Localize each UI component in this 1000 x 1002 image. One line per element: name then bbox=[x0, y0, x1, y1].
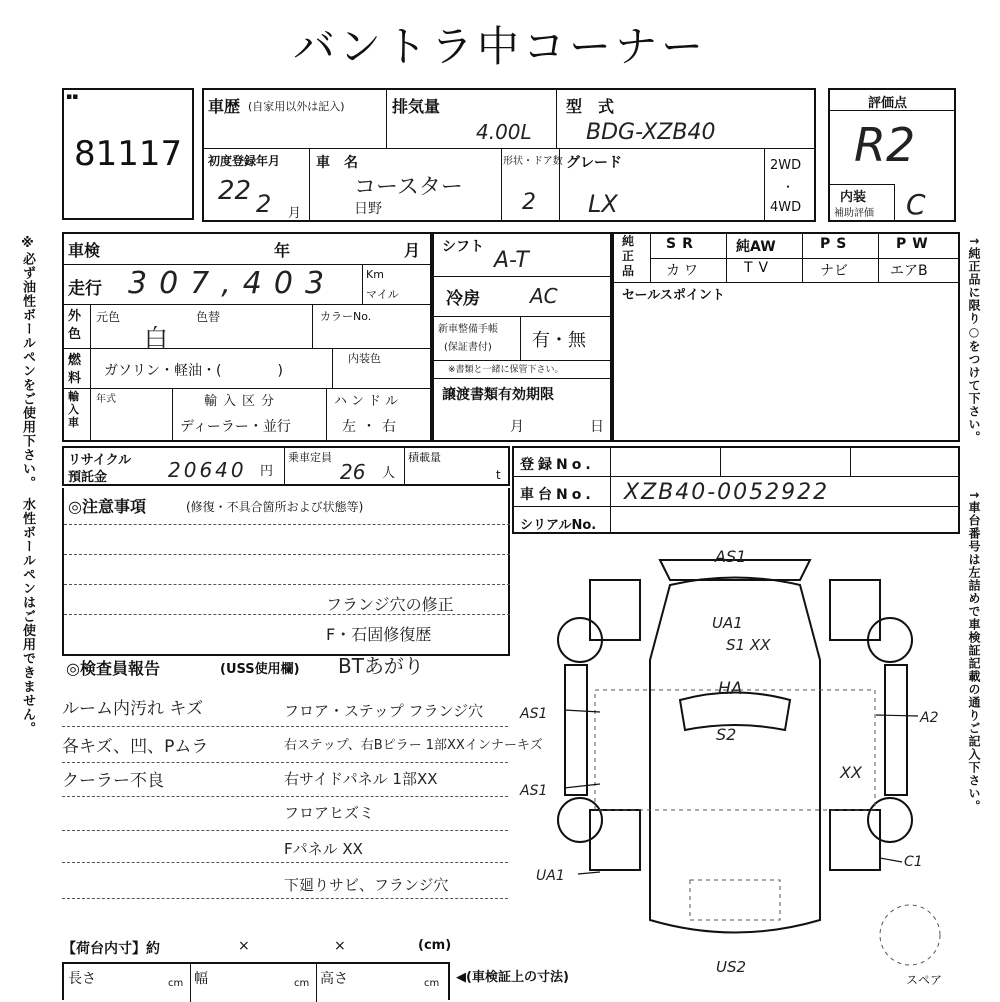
recycle-label: リサイクル bbox=[68, 453, 132, 468]
shift-label: シフト bbox=[442, 239, 484, 255]
color-no-label: カラーNo. bbox=[320, 310, 372, 323]
recycle-row bbox=[62, 446, 510, 486]
interior-color-label: 内装色 bbox=[348, 352, 381, 365]
cargo-label: 【荷台内寸】約 bbox=[62, 941, 160, 957]
score-value: R2 bbox=[854, 118, 916, 172]
first-reg-label: 初度登録年月 bbox=[208, 154, 281, 168]
displacement-value: 4.00L bbox=[476, 120, 532, 144]
history-label: 車歴 bbox=[208, 97, 241, 116]
diagram-label-a2: A2 bbox=[920, 710, 939, 726]
first-reg-month: 2 bbox=[256, 190, 272, 218]
inspector-right-1: フロア・ステップ フランジ穴 bbox=[284, 702, 484, 720]
ac-label: 冷房 bbox=[446, 289, 480, 309]
registration-table bbox=[512, 446, 960, 534]
notes-sub: (修復・不具合箇所および状態等) bbox=[186, 500, 364, 514]
import-label: 輸入車 bbox=[68, 390, 79, 429]
first-reg-value: 22 bbox=[218, 176, 252, 206]
serial-no-label: シリアルNo. bbox=[520, 518, 597, 533]
diagram-label-ha: HA bbox=[718, 679, 743, 699]
model-value: BDG-XZB40 bbox=[586, 120, 716, 145]
door-value: 2 bbox=[522, 190, 536, 215]
chassis-no-label: 車台No. bbox=[520, 487, 595, 503]
genuine-label: 純正品 bbox=[622, 234, 635, 278]
changed-color-label: 色替 bbox=[196, 310, 221, 324]
transfer-month: 月 bbox=[510, 419, 524, 435]
grade-value: LX bbox=[588, 190, 618, 218]
load-label: 積載量 bbox=[408, 451, 441, 464]
interior-label: 内装 bbox=[840, 190, 867, 205]
inspection-table bbox=[62, 232, 432, 442]
shift-value: A-T bbox=[494, 248, 529, 273]
inspector-right-3: 右サイドパネル 1部XX bbox=[284, 770, 438, 788]
manual-value: 有・無 bbox=[532, 330, 586, 351]
drive-2wd: 2WD bbox=[770, 158, 802, 173]
orig-color-label: 元色 bbox=[96, 310, 121, 324]
diagram-label-ua1-bottom: UA1 bbox=[536, 868, 565, 884]
lot-number-box: ▪▪ 81117 bbox=[62, 88, 194, 220]
genuine-sr: SR bbox=[666, 236, 699, 252]
import-year-label: 年式 bbox=[96, 394, 116, 405]
genuine-pw: PW bbox=[896, 236, 934, 252]
diagram-label-as1-left: AS1 bbox=[520, 706, 548, 722]
grade-label: グレード bbox=[566, 155, 622, 171]
cargo-width-cm: cm bbox=[294, 978, 310, 989]
inspector-title: ◎検査員報告 bbox=[66, 659, 160, 678]
lot-number: 81117 bbox=[74, 134, 183, 174]
inspector-sub: (USS使用欄) bbox=[220, 662, 300, 677]
diagram-label-c1: C1 bbox=[904, 854, 923, 870]
capacity-label: 乗車定員 bbox=[288, 451, 332, 464]
diagram-label-as1-top: AS1 bbox=[715, 547, 747, 566]
shaken-year-label: 年 bbox=[274, 241, 291, 260]
mileage-value: 307,403 bbox=[128, 266, 337, 301]
score-box bbox=[828, 88, 956, 222]
spare-label: スペア bbox=[906, 973, 943, 987]
mile-label: マイル bbox=[366, 288, 399, 301]
km-label: Km bbox=[366, 268, 384, 281]
cargo-height-cm: cm bbox=[424, 978, 440, 989]
displacement-label: 排気量 bbox=[392, 97, 441, 116]
door-label: 形状・ドア数 bbox=[503, 156, 563, 167]
diagram-label-s1: S1 XX bbox=[726, 636, 771, 654]
cargo-x1: × bbox=[238, 938, 250, 954]
notes-section bbox=[62, 488, 510, 656]
cargo-width-label: 幅 bbox=[194, 971, 208, 987]
inspector-left-1: ルーム内汚れ キズ bbox=[62, 699, 204, 719]
genuine-aw: 純AW bbox=[736, 239, 776, 255]
exterior-label: 外色 bbox=[68, 309, 82, 342]
mileage-label: 走行 bbox=[68, 279, 102, 299]
drive-dot: ・ bbox=[782, 180, 795, 194]
notes-title: ◎注意事項 bbox=[68, 497, 146, 516]
model-label: 型 式 bbox=[566, 97, 615, 116]
vehicle-header-table bbox=[202, 88, 816, 222]
shaken-month-label: 月 bbox=[404, 241, 421, 260]
fuel-value: ガソリン・軽油・( ) bbox=[104, 363, 283, 379]
genuine-tv: TV bbox=[744, 260, 775, 276]
yen-label: 円 bbox=[260, 464, 274, 479]
diagram-label-ua1: UA1 bbox=[712, 614, 743, 632]
handle-label: ハンドル bbox=[334, 394, 403, 409]
interior-sub: 補助評価 bbox=[834, 208, 874, 219]
genuine-leather: カワ bbox=[666, 263, 702, 279]
genuine-parts-table bbox=[612, 232, 960, 442]
genuine-navi: ナビ bbox=[820, 263, 848, 279]
transfer-label: 譲渡書類有効期限 bbox=[442, 387, 554, 403]
import-type-label: 輸入区分 bbox=[204, 394, 281, 409]
person-label: 人 bbox=[382, 466, 396, 481]
diagram-label-xx: XX bbox=[840, 763, 862, 782]
manual-label: 新車整備手帳 bbox=[438, 324, 498, 335]
ton-label: t bbox=[496, 468, 501, 482]
ac-value: AC bbox=[530, 284, 558, 308]
cargo-note: ◀(車検証上の寸法) bbox=[456, 970, 569, 985]
recycle-value: 20640 bbox=[168, 458, 247, 482]
history-note: (自家用以外は記入) bbox=[248, 100, 345, 113]
cargo-x2: × bbox=[334, 938, 346, 954]
inspector-top-note: BTあがり bbox=[338, 654, 424, 678]
cargo-dimension-table bbox=[62, 962, 450, 1000]
genuine-airbag: エアB bbox=[890, 263, 928, 279]
drive-4wd: 4WD bbox=[770, 200, 802, 215]
shaken-label: 車検 bbox=[68, 241, 101, 260]
reg-no-label: 登録No. bbox=[520, 457, 595, 473]
side-note-left: ※必ず油性ボールペンをご使用下さい。 水性ボールペンはご使用できません。 bbox=[20, 236, 35, 736]
month-suffix: 月 bbox=[288, 206, 302, 221]
orig-color-value: 白 bbox=[144, 324, 168, 352]
inspector-left-3: クーラー不良 bbox=[62, 771, 164, 791]
handle-value: 左・右 bbox=[342, 419, 402, 435]
recycle-sub: 預託金 bbox=[68, 470, 108, 485]
cargo-unit: (cm) bbox=[418, 938, 452, 953]
page-title: バントラ中コーナー bbox=[292, 22, 707, 71]
score-label: 評価点 bbox=[868, 96, 908, 111]
genuine-ps: PS bbox=[820, 236, 853, 252]
diagram-label-s2: S2 bbox=[716, 725, 737, 744]
side-note-right-top: ↑純正品に限り○をつけて下さい。 bbox=[967, 236, 981, 445]
inspector-right-6: 下廻りサビ、フランジ穴 bbox=[284, 876, 449, 894]
transfer-day: 日 bbox=[590, 419, 604, 435]
inspector-right-4: フロアヒズミ bbox=[284, 804, 375, 822]
manual-note: ※書類と一緒に保管下さい。 bbox=[448, 365, 564, 375]
diagram-label-us2: US2 bbox=[716, 958, 747, 976]
manual-sub: (保証書付) bbox=[444, 342, 492, 353]
options-table bbox=[432, 232, 612, 442]
cargo-length-cm: cm bbox=[168, 978, 184, 989]
inspector-right-5: Fパネル XX bbox=[284, 840, 363, 858]
import-type-value: ディーラー・並行 bbox=[180, 419, 291, 435]
chassis-no-value: XZB40-0052922 bbox=[624, 480, 830, 505]
cargo-length-label: 長さ bbox=[68, 971, 96, 987]
car-name-sub: 日野 bbox=[354, 201, 382, 217]
diagram-label-as1-left-2: AS1 bbox=[520, 783, 548, 799]
car-name-label: 車 名 bbox=[316, 155, 358, 171]
notes-line-1: フランジ穴の修正 bbox=[326, 595, 454, 614]
car-name-value: コースター bbox=[354, 175, 463, 200]
capacity-value: 26 bbox=[340, 460, 366, 484]
inspector-right-2: 右ステップ、右Bピラー 1部XXインナーキズ bbox=[284, 738, 543, 753]
sales-point-label: セールスポイント bbox=[622, 288, 725, 303]
cargo-height-label: 高さ bbox=[320, 971, 348, 987]
fuel-label: 燃料 bbox=[68, 353, 82, 386]
inspector-left-2: 各キズ、凹、Pムラ bbox=[62, 737, 209, 757]
notes-line-2: F・石固修復歴 bbox=[326, 625, 432, 644]
vehicle-damage-diagram bbox=[520, 540, 960, 987]
side-note-right-bottom: ↑車台番号は左詰めで車検証記載の通りご記入下さい。 bbox=[967, 490, 981, 814]
interior-value: C bbox=[906, 188, 926, 221]
